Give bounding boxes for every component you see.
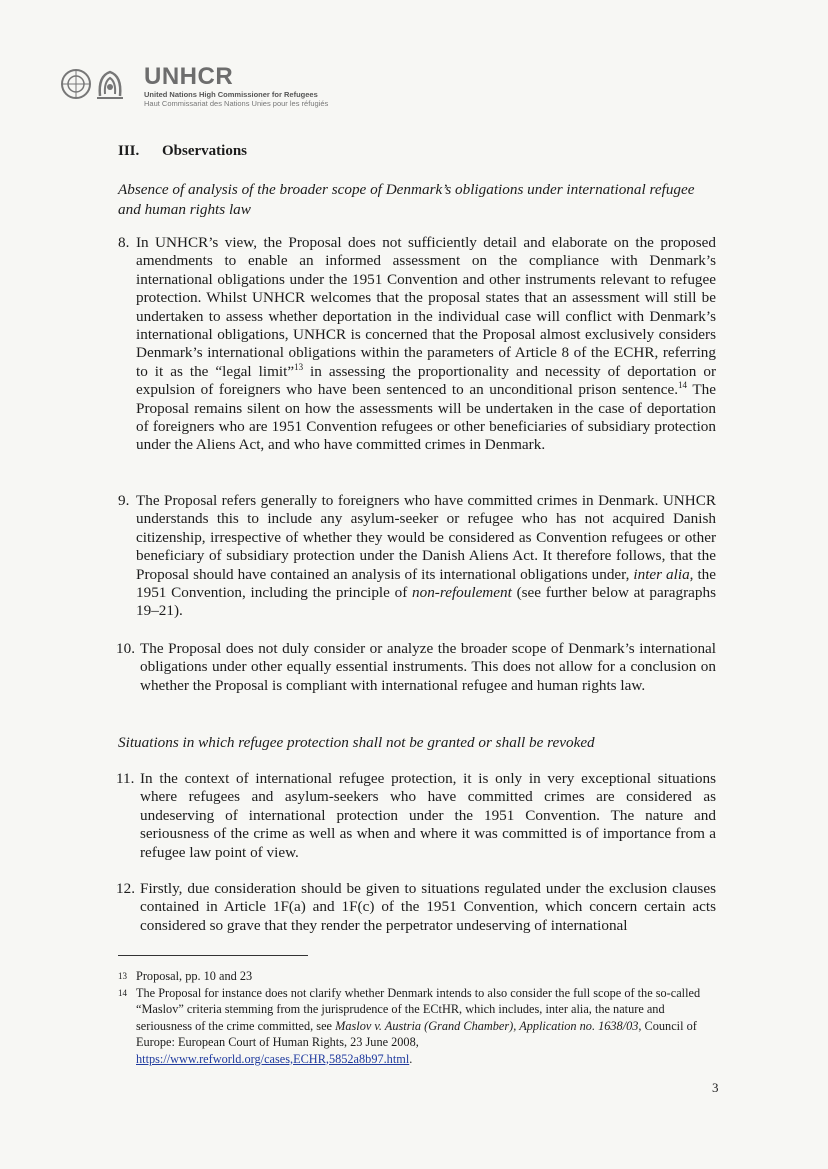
section-heading xyxy=(118,143,247,160)
text-run: in assessing the proportionality and necessity of deportation or expulsion of foreigners who have been sentenced to an unconditional prison sentence. xyxy=(136,362,717,399)
subheading-situations: Situations in which refugee protection shall not be granted or shall be revoked xyxy=(118,734,595,751)
italic-text: non-refoulement xyxy=(412,584,512,602)
footnote-ref-13: 13 xyxy=(294,361,304,372)
section-title: Observations xyxy=(162,143,248,159)
footnote-14 xyxy=(118,985,716,1067)
page-number: 3 xyxy=(712,1080,719,1095)
footnote-text xyxy=(136,985,716,1067)
text-run: , Council of Europe: European Court of Human Rights, 23 June 2008, xyxy=(136,1018,697,1050)
text-run: , the 1951 Convention, including the principle of xyxy=(136,565,716,602)
text-run: The Proposal remains silent on how the assessments will be undertaken in the case of deportation of foreigners who are 1951 Convention refugees or other beneficiaries of subsidiary protection under the Aliens Act, and who have committed crimes in Denmark. xyxy=(136,381,716,454)
paragraph-text: Firstly, due consideration should be given to situations regulated under the exclusion clauses contained in Article 1F(a) and 1F(c) of the 1951 Convention, which concern certain acts considered so grave that they render the perpetrator undeserving of international xyxy=(140,880,716,934)
paragraph-9 xyxy=(118,492,716,621)
paragraph-number: 11. xyxy=(116,770,135,787)
footnote-divider xyxy=(118,955,308,956)
paragraph-number: 8. xyxy=(118,234,130,251)
text-run: (see further below at paragraphs 19–21). xyxy=(136,584,716,620)
text-run: The Proposal refers generally to foreigners who have committed crimes in Denmark. UNHCR understands this to include any asylum-seeker or refugee who has not acquired Danish citizenship, irrespective of whether they would be considered as Convention refugees or other beneficiary of subsidiary protection under the Danish Aliens Act. It therefore follows, that the Proposal should have contained an analysis of its international obligations under, xyxy=(136,492,716,583)
paragraph-text: In the context of international refugee protection, it is only in very exceptional situations where refugees and asylum-seekers who have committed crimes are considered as undeserving of international protection under the 1951 Convention. The nature and seriousness of the crime as well as when and where it was committed is of importance from a refugee law point of view. xyxy=(140,770,716,861)
logo-subtitle-french: Haut Commissariat des Nations Unies pour les réfugiés xyxy=(144,99,329,108)
footnote-ref-14: 14 xyxy=(678,380,688,391)
paragraph-10 xyxy=(116,640,716,695)
italic-text: inter alia xyxy=(633,565,690,583)
text-run: The Proposal for instance does not clarify whether Denmark intends to also consider the full scope of the so-called “Maslov” criteria stemming from the jurisprudence of the ECtHR, which includes, inter alia, the nature and seriousness of the crime committed, see xyxy=(136,986,701,1033)
paragraph-text xyxy=(136,234,716,455)
text-run: In UNHCR’s view, the Proposal does not sufficiently detail and elaborate on the proposed amendments to enable an informed assessment on the compliance with Denmark’s international obligations under the 1951 Convention and other instruments relevant to refugee protection. Whilst UNHCR welcomes that the proposal states that an assessment will still be undertaken to assess whether deportation in the individual case will conflict with Denmark’s international obligations, UNHCR is concerned that the Proposal almost exclusively considers Denmark’s international obligations within the parameters of Article 8 of the ECHR, referring to it as the “legal limit” xyxy=(136,234,716,380)
section-number: III. xyxy=(118,143,140,159)
italic-text: Maslov v. Austria (Grand Chamber), Application no. 1638/03 xyxy=(335,1018,639,1033)
paragraph-12 xyxy=(116,880,716,935)
un-unhcr-emblem-icon xyxy=(60,66,132,102)
unhcr-wordmark: UNHCR xyxy=(144,63,234,90)
paragraph-11 xyxy=(116,770,716,862)
paragraph-number: 9. xyxy=(118,492,130,509)
refworld-link[interactable]: https://www.refworld.org/cases,ECHR,5852a8b97.html xyxy=(136,1051,410,1066)
footnote-text: Proposal, pp. 10 and 23 xyxy=(136,969,253,983)
logo-subtitle-english: United Nations High Commissioner for Refugees xyxy=(144,90,318,99)
footnote-number: 14 xyxy=(118,988,127,998)
text-run: . xyxy=(409,1051,413,1066)
subheading-broader-scope: Absence of analysis of the broader scope of Denmark’s obligations under international refugee and human rights law xyxy=(118,181,695,218)
paragraph-number: 10. xyxy=(116,640,135,657)
paragraph-text: The Proposal does not duly consider or analyze the broader scope of Denmark’s international obligations under other equally essential instruments. This does not allow for a conclusion on whether the Proposal is compliant with international refugee and human rights law. xyxy=(140,640,716,694)
footnote-number: 13 xyxy=(118,971,127,981)
paragraph-text xyxy=(136,492,716,621)
paragraph-8 xyxy=(118,234,716,455)
footnote-13 xyxy=(118,968,716,984)
paragraph-number: 12. xyxy=(116,880,135,897)
unhcr-logo xyxy=(60,64,360,110)
